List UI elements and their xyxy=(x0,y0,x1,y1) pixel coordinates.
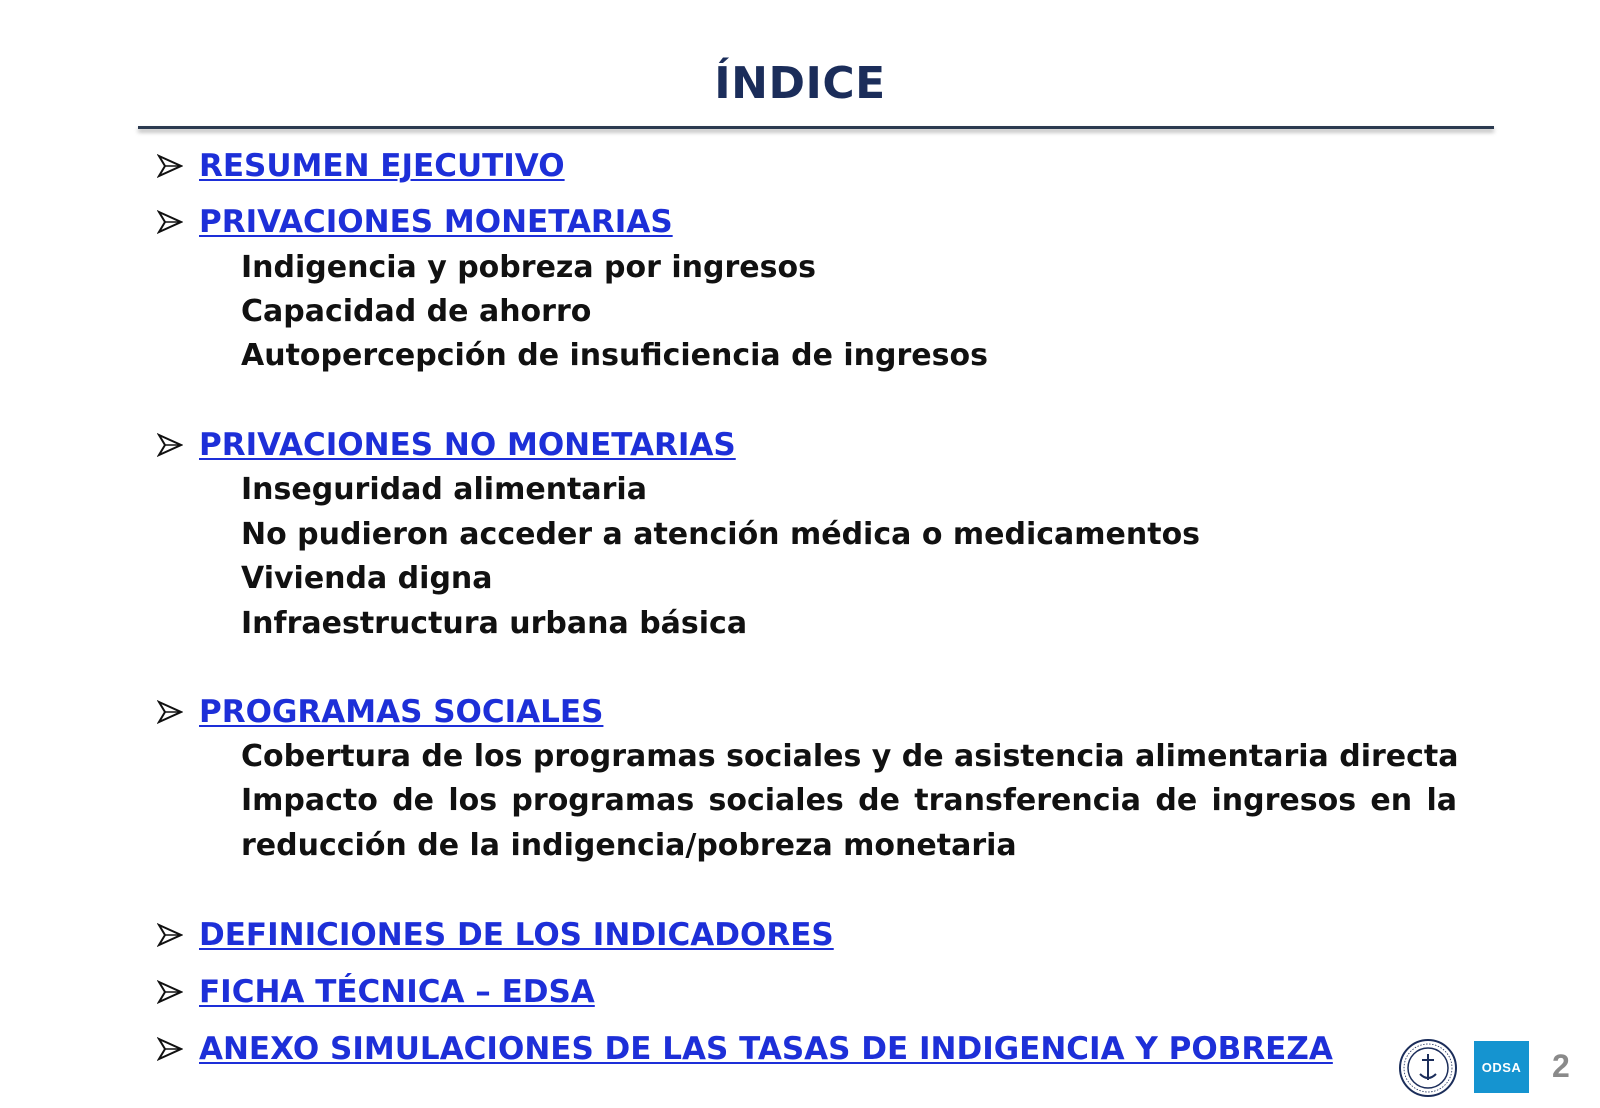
subitem-indigencia-pobreza: Indigencia y pobreza por ingresos xyxy=(241,250,816,285)
subitem-infraestructura: Infraestructura urbana básica xyxy=(241,606,748,641)
index-entry-definiciones xyxy=(157,915,834,955)
arrow-bullet-icon xyxy=(157,209,183,235)
link-resumen-ejecutivo[interactable]: RESUMEN EJECUTIVO xyxy=(199,148,565,184)
arrow-bullet-icon xyxy=(157,979,183,1005)
subitem-impacto-programas xyxy=(241,779,1457,868)
arrow-bullet-icon xyxy=(157,153,183,179)
link-privaciones-monetarias[interactable]: PRIVACIONES MONETARIAS xyxy=(199,204,673,240)
index-entry-privaciones-no-monetarias xyxy=(157,425,736,465)
index-entry-resumen xyxy=(157,146,565,186)
title-divider xyxy=(138,126,1494,129)
page-title: ÍNDICE xyxy=(714,58,886,109)
subitem-inseguridad-alimentaria: Inseguridad alimentaria xyxy=(241,472,647,507)
link-privaciones-no-monetarias[interactable]: PRIVACIONES NO MONETARIAS xyxy=(199,427,736,463)
university-seal-icon xyxy=(1398,1038,1458,1098)
link-programas-sociales[interactable]: PROGRAMAS SOCIALES xyxy=(199,694,604,730)
arrow-bullet-icon xyxy=(157,699,183,725)
index-entry-privaciones-monetarias xyxy=(157,202,673,242)
index-entry-ficha-tecnica xyxy=(157,972,595,1012)
subitem-impacto-line-2: reducción de la indigencia/pobreza monetaria xyxy=(241,827,1017,863)
index-entry-programas-sociales xyxy=(157,692,603,732)
page-number: 2 xyxy=(1552,1048,1570,1084)
arrow-bullet-icon xyxy=(157,432,183,458)
subitem-capacidad-ahorro: Capacidad de ahorro xyxy=(241,294,592,329)
subitem-atencion-medica: No pudieron acceder a atención médica o medicamentos xyxy=(241,517,1201,552)
arrow-bullet-icon xyxy=(157,1036,183,1062)
link-anexo-simulaciones[interactable]: ANEXO SIMULACIONES DE LAS TASAS DE INDIGENCIA Y POBREZA xyxy=(199,1031,1333,1067)
link-definiciones-indicadores[interactable]: DEFINICIONES DE LOS INDICADORES xyxy=(199,917,834,953)
index-entry-anexo xyxy=(157,1029,1333,1069)
arrow-bullet-icon xyxy=(157,922,183,948)
link-ficha-tecnica[interactable]: FICHA TÉCNICA – EDSA xyxy=(199,974,595,1010)
subitem-vivienda-digna: Vivienda digna xyxy=(241,561,493,596)
subitem-cobertura-programas: Cobertura de los programas sociales y de asistencia alimentaria directa xyxy=(241,739,1459,774)
subitem-impacto-line-1: Impacto de los programas sociales de transferencia de ingresos en la xyxy=(241,783,1457,818)
odsa-logo: ODSA xyxy=(1474,1041,1529,1093)
subitem-autopercepcion: Autopercepción de insuficiencia de ingresos xyxy=(241,338,988,373)
